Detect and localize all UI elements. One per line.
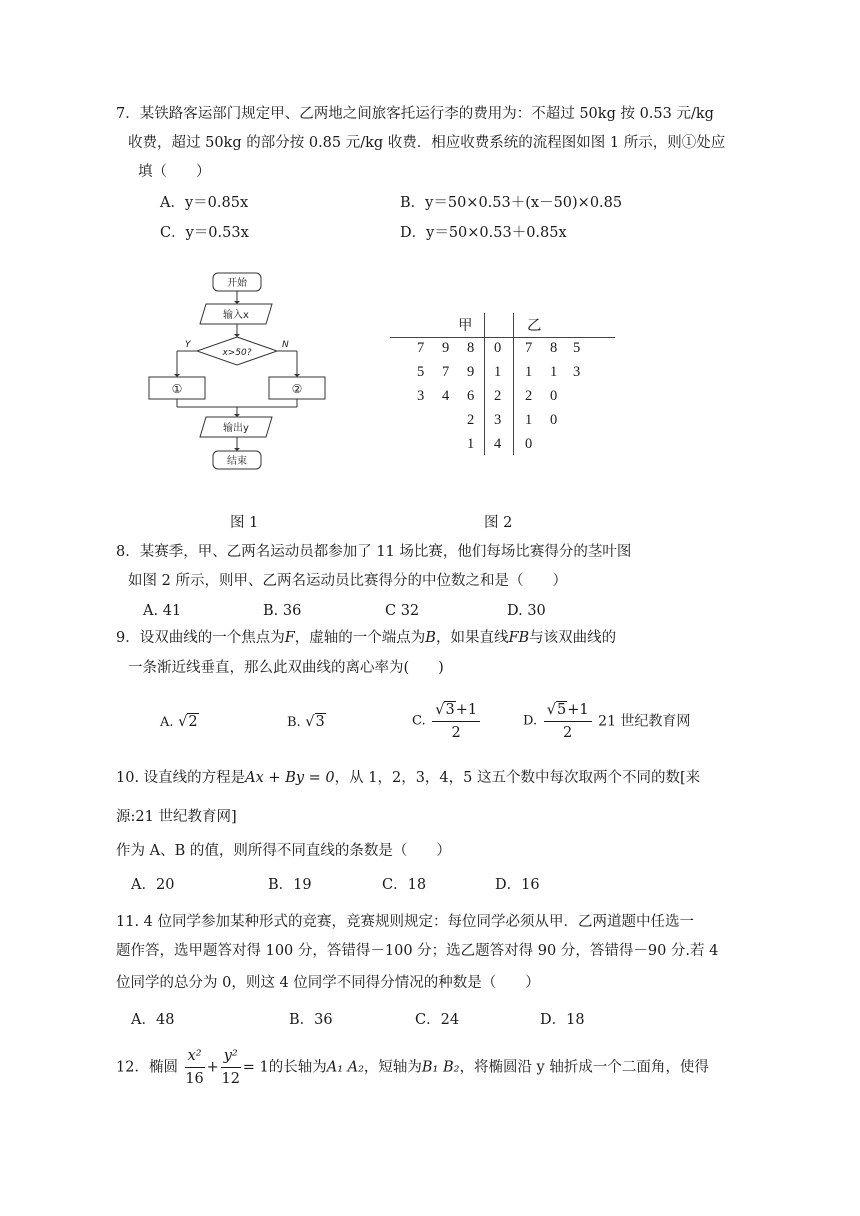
- fraction: [185, 1045, 205, 1090]
- leaf-right: 1: [550, 364, 558, 380]
- stem-leaf-figure-2: [385, 310, 620, 460]
- q12-suffix: ，将椭圆沿 y 轴折成一个二面角，使得: [459, 1059, 709, 1076]
- q9-option-a: [160, 712, 199, 733]
- stem: 3: [494, 412, 502, 428]
- q11-option-d: D．18: [540, 1012, 585, 1028]
- q12-text-a: 的长轴为: [268, 1059, 327, 1076]
- leaf-right: 0: [525, 436, 533, 452]
- q10-option-b: B．19: [268, 877, 312, 893]
- leaf-left: 9: [467, 364, 475, 380]
- fraction: [432, 699, 480, 744]
- q7-line-1: 7．某铁路客运部门规定甲、乙两地之间旅客托运行李的费用为：不超过 50kg 按 0.53 元/kg: [116, 106, 714, 122]
- figure-1-caption: 图 1: [230, 515, 259, 531]
- leaf-left: 8: [467, 340, 475, 356]
- denominator: 2: [563, 725, 573, 741]
- q9-var-b: B: [425, 630, 436, 646]
- q10-option-d: D．16: [495, 877, 540, 893]
- flow-condition-label: x>50?: [222, 348, 252, 358]
- leaf-left: 1: [467, 436, 475, 452]
- q11-option-c: C．24: [415, 1012, 460, 1028]
- q11-line-3: 位同学的总分为 0，则这 4 位同学不同得分情况的种数是（ ）: [116, 975, 540, 991]
- q7-line-3: 填（ ）: [138, 164, 211, 180]
- radicand: 3: [445, 702, 455, 718]
- q10-option-c: C．18: [382, 877, 427, 893]
- q8-option-c: C 32: [385, 603, 420, 619]
- stem-leaf-right-header: 乙: [527, 318, 542, 334]
- q10-text-b: ，从 1，2，3，4，5 这五个数中每次取两个不同的数[来: [334, 770, 701, 786]
- watermark-text: 21 世纪教育网: [598, 713, 691, 730]
- leaf-left: 7: [442, 364, 450, 380]
- denominator: 16: [185, 1071, 204, 1087]
- leaf-left: 9: [442, 340, 450, 356]
- q10-equation: Ax + By = 0: [245, 770, 335, 786]
- q11-option-a: A．48: [131, 1012, 175, 1028]
- q7-line-2: 收费，超过 50kg 的部分按 0.85 元/kg 收费．相应收费系统的流程图如图 1 所示，则①处应: [128, 135, 726, 151]
- leaf-right: 0: [550, 388, 558, 404]
- leaf-right: 1: [525, 364, 533, 380]
- leaf-left: 5: [417, 364, 425, 380]
- q10-text-a: 10. 设直线的方程是: [116, 770, 246, 786]
- sqrt-expression: √2: [178, 714, 198, 730]
- q9-text-b: ，虚轴的一个端点为: [294, 630, 426, 646]
- leaf-right: 8: [550, 340, 558, 356]
- q9-var-f: F: [284, 630, 295, 646]
- leaf-left: 2: [467, 412, 475, 428]
- flow-box-1-label: ①: [171, 382, 183, 396]
- q9-text-d: 与该双曲线的: [529, 630, 617, 646]
- stem: 2: [494, 388, 502, 404]
- plus-sign: +: [206, 1059, 219, 1076]
- q9-option-d: [523, 699, 690, 744]
- sqrt-expression: √3: [305, 714, 325, 730]
- q12-prefix: 12．椭圆: [116, 1059, 178, 1076]
- q12-line-1: [116, 1045, 709, 1090]
- q9-var-fb: FB: [508, 630, 530, 646]
- q7-option-c: C．y＝0.53x: [160, 225, 249, 241]
- q8-line-2: 如图 2 所示，则甲、乙两名运动员比赛得分的中位数之和是（ ）: [128, 573, 567, 589]
- radicand: 2: [188, 714, 198, 730]
- q9-option-c-label: C.: [412, 713, 426, 729]
- q9-text-a: 9．设双曲线的一个焦点为: [116, 630, 285, 646]
- q9-option-c: [412, 699, 482, 744]
- equals-one: = 1: [242, 1059, 269, 1076]
- flow-box-2-label: ②: [291, 382, 303, 396]
- fraction: [221, 1045, 241, 1090]
- radicand: 5: [556, 702, 567, 718]
- numerator: y²: [221, 1045, 241, 1068]
- q8-line-1: 8．某赛季，甲、乙两名运动员都参加了 11 场比赛，他们每场比赛得分的茎叶图: [116, 544, 632, 560]
- q8-option-b: B. 36: [263, 603, 302, 619]
- q9-text-c: ，如果直线: [435, 630, 509, 646]
- q9-option-d-label: D.: [523, 713, 538, 729]
- leaf-left: 3: [417, 388, 425, 404]
- leaf-right: 0: [550, 412, 558, 428]
- q10-line-2: 源:21 世纪教育网]: [116, 809, 237, 825]
- stem: 0: [494, 340, 502, 356]
- q11-option-b: B．36: [289, 1012, 333, 1028]
- q7-option-d: D．y＝50×0.53＋0.85x: [400, 225, 567, 241]
- leaf-right: 1: [525, 412, 533, 428]
- q11-line-2: 题作答，选甲题答对得 100 分，答错得－100 分；选乙题答对得 90 分，答错得－90 分.若 4: [116, 943, 719, 959]
- q9-option-b: [287, 712, 326, 733]
- q7-option-b: B．y＝50×0.53＋(x－50)×0.85: [400, 195, 623, 211]
- q7-option-a: A．y＝0.85x: [160, 195, 249, 211]
- stem: 4: [494, 436, 502, 452]
- stem-leaf-left-header: 甲: [458, 318, 473, 334]
- leaf-right: 5: [573, 340, 581, 356]
- flow-output-label: 输出y: [223, 423, 249, 434]
- q10-option-a: A．20: [131, 877, 175, 893]
- q11-line-1: 11. 4 位同学参加某种形式的竞赛，竞赛规则规定：每位同学必须从甲．乙两道题中任选一: [116, 914, 694, 930]
- q9-option-a-label: A.: [160, 715, 174, 730]
- leaf-right: 3: [573, 364, 581, 380]
- denominator: 12: [221, 1071, 240, 1087]
- flow-end-label: 结束: [227, 456, 247, 467]
- leaf-right: 2: [525, 388, 533, 404]
- q8-option-d: D. 30: [507, 603, 546, 619]
- leaf-left: 4: [442, 388, 450, 404]
- denominator: 2: [451, 725, 461, 741]
- sqrt-expression: √5: [546, 702, 567, 718]
- q9-line-1: [116, 628, 616, 648]
- numerator-tail: +1: [567, 702, 589, 718]
- q12-text-b: ，短轴为: [363, 1059, 422, 1076]
- flow-start-label: 开始: [227, 278, 247, 289]
- flow-yes-label: Y: [185, 340, 191, 350]
- flowchart-figure-1: [140, 265, 340, 480]
- leaf-left: 7: [417, 340, 425, 356]
- leaf-right: 7: [525, 340, 533, 356]
- numerator-tail: +1: [455, 702, 478, 718]
- flow-no-label: N: [282, 340, 289, 350]
- q10-line-3: 作为 A、B 的值，则所得不同直线的条数是（ ）: [116, 843, 451, 859]
- q12-minor-axis: B₁ B₂: [421, 1059, 460, 1076]
- fraction: [544, 699, 592, 744]
- q10-line-1: [116, 768, 700, 788]
- radicand: 3: [315, 714, 325, 730]
- figure-2-caption: 图 2: [484, 515, 513, 531]
- flow-input-label: 输入x: [223, 310, 249, 321]
- stem: 1: [494, 364, 502, 380]
- q9-line-2: 一条渐近线垂直，那么此双曲线的离心率为( ): [128, 660, 444, 676]
- sqrt-expression: √3: [435, 702, 455, 718]
- q9-option-b-label: B.: [287, 715, 301, 730]
- leaf-left: 6: [467, 388, 475, 404]
- q8-option-a: A. 41: [143, 603, 182, 619]
- q12-major-axis: A₁ A₂: [326, 1059, 364, 1076]
- numerator: x²: [185, 1045, 205, 1068]
